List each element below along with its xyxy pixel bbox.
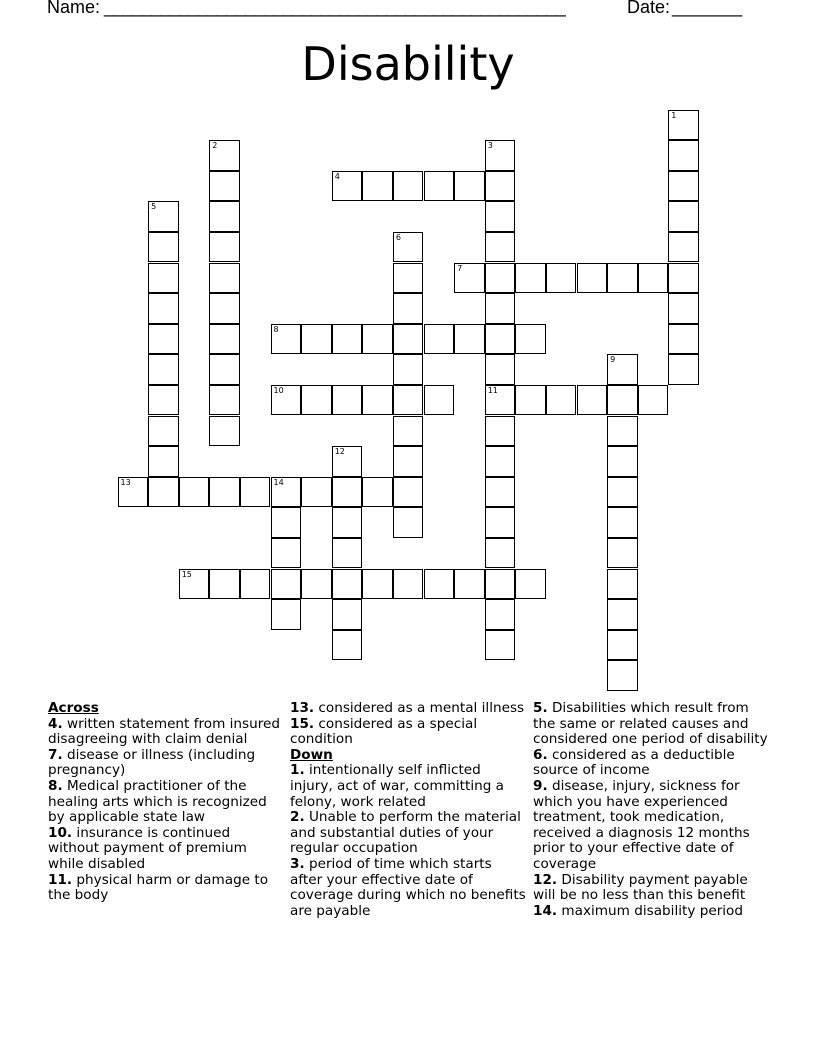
grid-cell[interactable] xyxy=(209,201,240,232)
grid-cell[interactable] xyxy=(148,263,179,294)
clue-item-text: considered as a mental illness xyxy=(314,700,525,716)
across-clues-part-2 xyxy=(290,701,526,748)
grid-cell[interactable] xyxy=(393,385,424,416)
grid-cell[interactable] xyxy=(332,477,363,508)
clue-number: 8 xyxy=(273,324,279,334)
clue-number: 5 xyxy=(151,202,157,212)
grid-cell[interactable] xyxy=(393,354,424,385)
grid-cell[interactable] xyxy=(332,171,363,202)
clue-item-number: 14. xyxy=(533,902,558,919)
clue-item-text: Disabilities which result from the same or related causes and considered one period of disability xyxy=(533,700,768,748)
clue-number: 15 xyxy=(181,569,192,579)
grid-cell[interactable] xyxy=(393,171,424,202)
grid-cell[interactable] xyxy=(454,569,485,600)
clue-item-text: physical harm or damage to the body xyxy=(48,871,269,904)
grid-cell[interactable] xyxy=(271,477,302,508)
grid-cell[interactable] xyxy=(393,293,424,324)
grid-cell[interactable] xyxy=(485,232,516,263)
grid-cell[interactable] xyxy=(209,293,240,324)
grid-cell[interactable] xyxy=(607,660,638,691)
grid-cell[interactable] xyxy=(209,416,240,447)
clue-item-text: disease, injury, sickness for which you have experienced treatment, took medication, received a diagnosis 12 months prior to your effective date of coverage xyxy=(533,777,750,872)
grid-cell[interactable] xyxy=(148,232,179,263)
clue-item xyxy=(48,748,284,779)
grid-cell[interactable] xyxy=(607,599,638,630)
grid-cell[interactable] xyxy=(515,569,546,600)
page-title: Disability xyxy=(301,37,515,91)
clue-item xyxy=(290,857,526,919)
clue-item-text: considered as a deductible source of income xyxy=(533,746,735,779)
grid-cell[interactable] xyxy=(485,630,516,661)
grid-cell[interactable] xyxy=(209,477,240,508)
grid-cell[interactable] xyxy=(668,232,699,263)
grid-cell[interactable] xyxy=(209,324,240,355)
grid-cell[interactable] xyxy=(485,385,516,416)
clue-item-number: 8. xyxy=(48,777,63,794)
clue-number: 14 xyxy=(273,477,284,487)
grid-cell[interactable] xyxy=(424,385,455,416)
clue-item xyxy=(290,810,526,857)
grid-cell[interactable] xyxy=(271,538,302,569)
grid-cell[interactable] xyxy=(118,477,149,508)
grid-cell[interactable] xyxy=(485,140,516,171)
clues-column-3 xyxy=(533,701,773,919)
grid-cell[interactable] xyxy=(148,293,179,324)
grid-cell[interactable] xyxy=(454,171,485,202)
grid-cell[interactable] xyxy=(240,569,271,600)
grid-cell[interactable] xyxy=(393,569,424,600)
grid-cell[interactable] xyxy=(607,446,638,477)
grid-cell[interactable] xyxy=(209,569,240,600)
clue-number: 13 xyxy=(120,477,131,487)
grid-cell[interactable] xyxy=(668,110,699,141)
grid-cell[interactable] xyxy=(301,569,332,600)
clue-item-number: 1. xyxy=(290,762,305,779)
grid-cell[interactable] xyxy=(668,140,699,171)
grid-cell[interactable] xyxy=(607,263,638,294)
clue-item-text: Unable to perform the material and substantial duties of your regular occupation xyxy=(290,809,521,857)
clue-number: 12 xyxy=(334,447,345,457)
grid-cell[interactable] xyxy=(209,140,240,171)
grid-cell[interactable] xyxy=(485,569,516,600)
grid-cell[interactable] xyxy=(179,477,210,508)
clue-item-number: 11. xyxy=(48,871,73,888)
grid-cell[interactable] xyxy=(577,263,608,294)
clue-item-number: 7. xyxy=(48,746,63,763)
clue-item-text: disease or illness (including pregnancy) xyxy=(48,746,256,779)
grid-cell[interactable] xyxy=(209,385,240,416)
clue-item-text: considered as a special condition xyxy=(290,715,478,748)
grid-cell[interactable] xyxy=(668,293,699,324)
grid-cell[interactable] xyxy=(332,538,363,569)
clue-number: 6 xyxy=(395,232,401,242)
grid-cell[interactable] xyxy=(546,263,577,294)
grid-cell[interactable] xyxy=(485,354,516,385)
grid-cell[interactable] xyxy=(668,201,699,232)
grid-cell[interactable] xyxy=(240,477,271,508)
clue-number: 11 xyxy=(487,385,498,395)
grid-cell[interactable] xyxy=(454,263,485,294)
grid-cell[interactable] xyxy=(332,569,363,600)
clue-item-text: written statement from insured disagreeing with claim denial xyxy=(48,715,281,748)
across-clues-part-1 xyxy=(48,717,284,904)
grid-cell[interactable] xyxy=(209,263,240,294)
grid-cell[interactable] xyxy=(332,599,363,630)
grid-cell[interactable] xyxy=(271,599,302,630)
grid-cell[interactable] xyxy=(485,171,516,202)
clue-number: 10 xyxy=(273,385,284,395)
clue-item-number: 4. xyxy=(48,715,63,732)
name-line[interactable]: _________________________________________________ xyxy=(104,0,566,17)
clue-item xyxy=(533,748,773,779)
grid-cell[interactable] xyxy=(209,171,240,202)
clue-item xyxy=(290,701,526,717)
clue-item-number: 3. xyxy=(290,855,305,872)
grid-cell[interactable] xyxy=(607,507,638,538)
grid-cell[interactable] xyxy=(148,446,179,477)
grid-cell[interactable] xyxy=(577,385,608,416)
grid-cell[interactable] xyxy=(485,263,516,294)
grid-cell[interactable] xyxy=(393,507,424,538)
grid-cell[interactable] xyxy=(209,232,240,263)
clue-item xyxy=(533,904,773,920)
grid-cell[interactable] xyxy=(393,263,424,294)
grid-cell[interactable] xyxy=(607,385,638,416)
clue-item xyxy=(48,826,284,873)
grid-cell[interactable] xyxy=(485,538,516,569)
grid-cell[interactable] xyxy=(515,263,546,294)
grid-cell[interactable] xyxy=(362,385,393,416)
grid-cell[interactable] xyxy=(607,416,638,447)
clue-item-text: period of time which starts after your effective date of coverage during which no benefits are payable xyxy=(290,855,526,919)
grid-cell[interactable] xyxy=(638,385,669,416)
grid-cell[interactable] xyxy=(515,324,546,355)
clue-item-number: 5. xyxy=(533,700,548,716)
clue-item xyxy=(290,717,526,748)
clue-number: 2 xyxy=(212,141,218,151)
grid-cell[interactable] xyxy=(148,354,179,385)
clue-item xyxy=(48,873,284,904)
grid-cell[interactable] xyxy=(148,416,179,447)
clue-number: 1 xyxy=(671,110,677,120)
down-heading: Down xyxy=(290,746,333,763)
name-label: Name: xyxy=(47,0,101,17)
grid-cell[interactable] xyxy=(271,324,302,355)
grid-cell[interactable] xyxy=(485,477,516,508)
grid-cell[interactable] xyxy=(485,201,516,232)
clue-item xyxy=(533,873,773,904)
grid-cell[interactable] xyxy=(485,293,516,324)
clues-column-1 xyxy=(48,701,284,904)
clue-item xyxy=(48,779,284,826)
clue-item xyxy=(290,763,526,810)
grid-cell[interactable] xyxy=(424,569,455,600)
grid-cell[interactable] xyxy=(668,324,699,355)
grid-cell[interactable] xyxy=(393,446,424,477)
grid-cell[interactable] xyxy=(485,324,516,355)
grid-cell[interactable] xyxy=(209,354,240,385)
grid-cell[interactable] xyxy=(485,507,516,538)
grid-cell[interactable] xyxy=(301,385,332,416)
grid-cell[interactable] xyxy=(607,569,638,600)
grid-cell[interactable] xyxy=(332,324,363,355)
clue-item xyxy=(533,779,773,873)
clue-item xyxy=(48,717,284,748)
grid-cell[interactable] xyxy=(301,324,332,355)
date-line[interactable]: _______ xyxy=(672,0,743,17)
date-label: Date: xyxy=(627,0,671,17)
grid-cell[interactable] xyxy=(393,416,424,447)
grid-cell[interactable] xyxy=(424,171,455,202)
grid-cell[interactable] xyxy=(668,263,699,294)
grid-cell[interactable] xyxy=(515,385,546,416)
grid-cell[interactable] xyxy=(668,171,699,202)
clue-item-number: 10. xyxy=(48,824,73,841)
clue-item xyxy=(533,701,773,748)
grid-cell[interactable] xyxy=(179,569,210,600)
grid-cell[interactable] xyxy=(332,507,363,538)
grid-cell[interactable] xyxy=(332,446,363,477)
clue-number: 3 xyxy=(487,141,493,151)
grid-cell[interactable] xyxy=(332,630,363,661)
clue-item-number: 12. xyxy=(533,871,558,888)
grid-cell[interactable] xyxy=(546,385,577,416)
grid-cell[interactable] xyxy=(607,354,638,385)
clue-number: 4 xyxy=(334,171,340,181)
clue-item-number: 9. xyxy=(533,777,548,794)
grid-cell[interactable] xyxy=(485,599,516,630)
grid-cell[interactable] xyxy=(424,324,455,355)
clue-item-number: 2. xyxy=(290,809,305,826)
grid-cell[interactable] xyxy=(393,477,424,508)
clue-item-text: Medical practitioner of the healing arts which is recognized by applicable state law xyxy=(48,777,267,826)
clue-item-number: 13. xyxy=(290,700,315,716)
grid-cell[interactable] xyxy=(148,201,179,232)
grid-cell[interactable] xyxy=(485,446,516,477)
clue-item-text: insurance is continued without payment of premium while disabled xyxy=(48,824,247,872)
grid-cell[interactable] xyxy=(454,324,485,355)
grid-cell[interactable] xyxy=(148,324,179,355)
grid-cell[interactable] xyxy=(362,171,393,202)
grid-cell[interactable] xyxy=(271,385,302,416)
clue-number: 7 xyxy=(457,263,463,273)
grid-cell[interactable] xyxy=(332,385,363,416)
across-heading: Across xyxy=(48,700,99,716)
grid-cell[interactable] xyxy=(301,477,332,508)
clues-column-2 xyxy=(290,701,526,919)
grid-cell[interactable] xyxy=(148,477,179,508)
grid-cell[interactable] xyxy=(607,477,638,508)
grid-cell[interactable] xyxy=(668,354,699,385)
grid-cell[interactable] xyxy=(271,507,302,538)
grid-cell[interactable] xyxy=(148,385,179,416)
down-clues-part-1 xyxy=(290,763,526,919)
clue-item-text: Disability payment payable will be no less than this benefit xyxy=(533,871,748,904)
grid-cell[interactable] xyxy=(393,232,424,263)
grid-cell[interactable] xyxy=(393,324,424,355)
clue-number: 9 xyxy=(610,355,616,365)
down-clues-part-2 xyxy=(533,701,773,919)
clue-item-number: 15. xyxy=(290,715,315,732)
clue-item-text: intentionally self inflicted injury, act of war, committing a felony, work related xyxy=(290,762,505,810)
grid-cell[interactable] xyxy=(362,324,393,355)
grid-cell[interactable] xyxy=(638,263,669,294)
grid-cell[interactable] xyxy=(607,538,638,569)
clue-item-number: 6. xyxy=(533,746,548,763)
grid-cell[interactable] xyxy=(271,569,302,600)
grid-cell[interactable] xyxy=(362,477,393,508)
grid-cell[interactable] xyxy=(607,630,638,661)
clue-item-text: maximum disability period xyxy=(557,902,744,919)
grid-cell[interactable] xyxy=(362,569,393,600)
grid-cell[interactable] xyxy=(485,416,516,447)
